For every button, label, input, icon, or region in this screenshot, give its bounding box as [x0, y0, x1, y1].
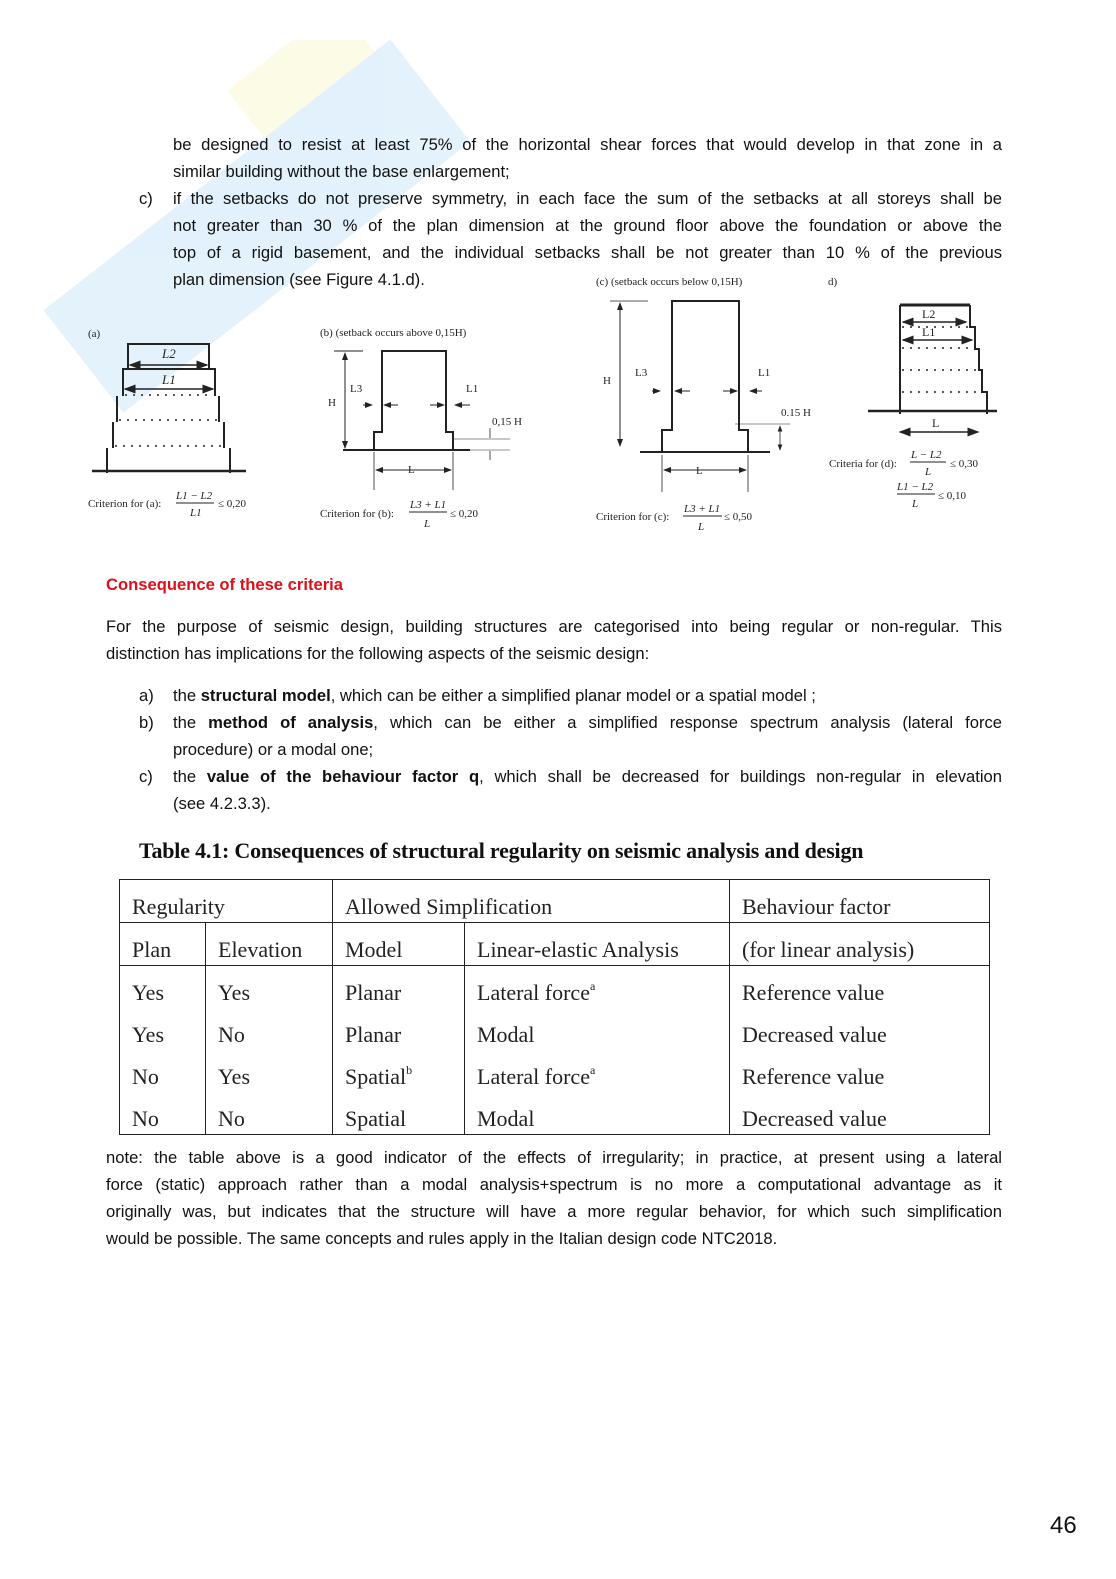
list-item-continuation: (see 4.2.3.3). [173, 794, 271, 813]
intro-line: if the setbacks do not preserve symmetry, in each face the sum of the setbacks at all storeys shall be [173, 189, 1002, 208]
cell-text: Yes [218, 980, 251, 1005]
cell-analysis [465, 1092, 730, 1135]
list-item-continuation: procedure) or a modal one; [173, 740, 374, 759]
intro-line: plan dimension (see Figure 4.1.d). [173, 270, 425, 289]
cell-text: Yes [132, 980, 165, 1005]
table-group-header-row [120, 880, 990, 923]
label-L: L [932, 416, 940, 430]
regularity-table [119, 879, 990, 1135]
intro-line: similar building without the base enlargement; [173, 162, 510, 181]
list-item-behaviour-factor [173, 767, 1002, 787]
criterion-c-num: L3 + L1 [684, 503, 721, 515]
figure-a-label: (a) [88, 328, 101, 340]
footnote-marker: b [406, 1063, 413, 1077]
criterion-d-den2: L [912, 498, 919, 510]
table-row [120, 1092, 990, 1135]
header-elevation: Elevation [206, 923, 333, 966]
table-row [120, 966, 990, 1009]
cell-elevation [206, 966, 333, 1009]
bold-term: method of analysis [208, 713, 374, 732]
criterion-a-num: L1 − L2 [176, 490, 213, 502]
cell-elevation [206, 1092, 333, 1135]
note-line: originally was, but indicates that the structure will have a more regular behavior, for which such simplification [106, 1202, 1002, 1221]
cell-analysis [465, 966, 730, 1009]
label-L: L [408, 464, 415, 476]
cell-elevation [206, 1050, 333, 1092]
criterion-d-rhs1: ≤ 0,30 [950, 458, 979, 470]
label-L1: L1 [758, 367, 771, 379]
list-marker: a) [139, 686, 154, 705]
cell-text: No [132, 1064, 159, 1089]
table-row [120, 1050, 990, 1092]
cell-text: Decreased value [742, 1106, 887, 1131]
cell-text: Lateral force [477, 1064, 590, 1089]
list-marker: c) [139, 189, 153, 208]
cell-model [333, 1050, 465, 1092]
cell-elevation [206, 1008, 333, 1050]
intro-line: top of a rigid basement, and the individual setbacks shall be not greater than 10 % of the previous [173, 243, 1002, 262]
intro-line: be designed to resist at least 75% of the horizontal shear forces that would develop in that zone in a [173, 135, 1002, 154]
criterion-c-den: L [698, 521, 705, 533]
figure-c-label: (c) (setback occurs below 0,15H) [596, 276, 743, 288]
criterion-c-rhs: ≤ 0,50 [724, 511, 753, 523]
header-allowed-simplification: Allowed Simplification [333, 880, 730, 923]
section-para-line: For the purpose of seismic design, building structures are categorised into being regular or non-regular. This [106, 617, 1002, 636]
section-heading: Consequence of these criteria [106, 575, 343, 594]
label-H: H [603, 375, 611, 387]
cell-text: Spatial [345, 1064, 407, 1089]
cell-plan [120, 1050, 206, 1092]
figure-b-label: (b) (setback occurs above 0,15H) [320, 327, 467, 339]
criterion-b: Criterion for (b): [320, 508, 394, 520]
cell-text: Lateral force [477, 980, 590, 1005]
figure-d-label: d) [828, 276, 838, 288]
list-marker: b) [139, 713, 154, 732]
criterion-d: Criteria for (d): [829, 458, 897, 470]
bold-term: structural model [200, 686, 331, 705]
intro-line: not greater than 30 % of the plan dimension at the ground floor above the foundation or above the [173, 216, 1002, 235]
cell-text: Planar [345, 1022, 402, 1047]
criterion-a-rhs: ≤ 0,20 [218, 498, 247, 510]
cell-text: Modal [477, 1022, 535, 1047]
label-L3: L3 [635, 367, 648, 379]
criterion-a-den: L1 [190, 507, 202, 519]
header-plan: Plan [132, 937, 172, 962]
cell-analysis [465, 1008, 730, 1050]
criterion-b-den: L [424, 518, 431, 530]
text: , which can be either a simplified planar model or a spatial model ; [330, 686, 816, 705]
cell-model [333, 966, 465, 1009]
criterion-b-rhs: ≤ 0,20 [450, 508, 479, 520]
cell-text: Modal [477, 1106, 535, 1131]
criterion-d-den1: L [925, 466, 932, 478]
figure-b-building [334, 351, 510, 490]
list-marker: c) [139, 767, 153, 786]
note-line: note: the table above is a good indicator of the effects of irregularity; in practice, at present using a lateral [106, 1148, 1002, 1167]
label-L2: L2 [162, 346, 176, 361]
cell-plan [120, 1092, 206, 1135]
cell-text: Yes [132, 1022, 165, 1047]
table-sub-header-row [120, 923, 990, 966]
label-L3: L3 [350, 383, 363, 395]
label-015H: 0.15 H [781, 407, 811, 419]
label-L1: L1 [922, 325, 936, 339]
cell-text: Reference value [742, 1064, 885, 1089]
note-line: would be possible. The same concepts and rules apply in the Italian design code NTC2018. [106, 1229, 778, 1248]
cell-text: No [218, 1106, 245, 1131]
header-behaviour-factor: Behaviour factor [730, 880, 990, 923]
header-analysis: Linear-elastic Analysis [465, 923, 730, 966]
section-para-line: distinction has implications for the following aspects of the seismic design: [106, 644, 650, 663]
header-regularity: Regularity [132, 894, 225, 919]
page-number: 46 [1050, 1512, 1077, 1539]
cell-plan [120, 966, 206, 1009]
cell-analysis [465, 1050, 730, 1092]
cell-factor [730, 966, 990, 1009]
list-item-structural-model [173, 686, 816, 706]
cell-text: Reference value [742, 980, 885, 1005]
table-row [120, 1008, 990, 1050]
criterion-c: Criterion for (c): [596, 511, 670, 523]
cell-text: No [132, 1106, 159, 1131]
label-L2: L2 [922, 307, 936, 321]
text: , which shall be decreased for buildings non-regular in elevation [479, 767, 1003, 786]
figure-c-building [610, 301, 790, 492]
criterion-d-rhs2: ≤ 0,10 [938, 490, 967, 502]
cell-text: No [218, 1022, 245, 1047]
cell-plan [120, 1008, 206, 1050]
criterion-d-num2: L1 − L2 [897, 481, 934, 493]
list-item-method-of-analysis [173, 713, 1002, 733]
cell-model [333, 1008, 465, 1050]
cell-text: Spatial [345, 1106, 407, 1131]
criterion-a: Criterion for (a): [88, 498, 162, 510]
cell-text: Decreased value [742, 1022, 887, 1047]
cell-model [333, 1092, 465, 1135]
label-L1: L1 [162, 372, 176, 387]
criterion-d-num1: L − L2 [911, 449, 942, 461]
footnote-marker: a [589, 979, 596, 993]
text: the [173, 767, 207, 786]
cell-text: Yes [218, 1064, 251, 1089]
label-L: L [696, 465, 703, 477]
text: the [173, 713, 209, 732]
fraction-bars [176, 462, 946, 516]
note-line: force (static) approach rather than a modal analysis+spectrum is no more a computational advantage as it [106, 1175, 1002, 1194]
criterion-b-num: L3 + L1 [410, 499, 447, 511]
table-title: Table 4.1: Consequences of structural regularity on seismic analysis and design [139, 838, 864, 863]
setback-criteria-figure [0, 0, 1116, 560]
label-L1: L1 [466, 383, 479, 395]
header-linear: (for linear analysis) [730, 923, 990, 966]
cell-factor [730, 1008, 990, 1050]
text: the [173, 686, 201, 705]
footnote-marker: a [589, 1063, 596, 1077]
text: , which can be either a simplified response spectrum analysis (lateral force [373, 713, 1002, 732]
label-H: H [328, 397, 336, 409]
label-015H: 0,15 H [492, 416, 522, 428]
cell-factor [730, 1092, 990, 1135]
cell-text: Planar [345, 980, 402, 1005]
cell-factor [730, 1050, 990, 1092]
figure-a-building [92, 344, 246, 473]
header-model: Model [333, 923, 465, 966]
bold-term: value of the behaviour factor q [206, 767, 480, 786]
